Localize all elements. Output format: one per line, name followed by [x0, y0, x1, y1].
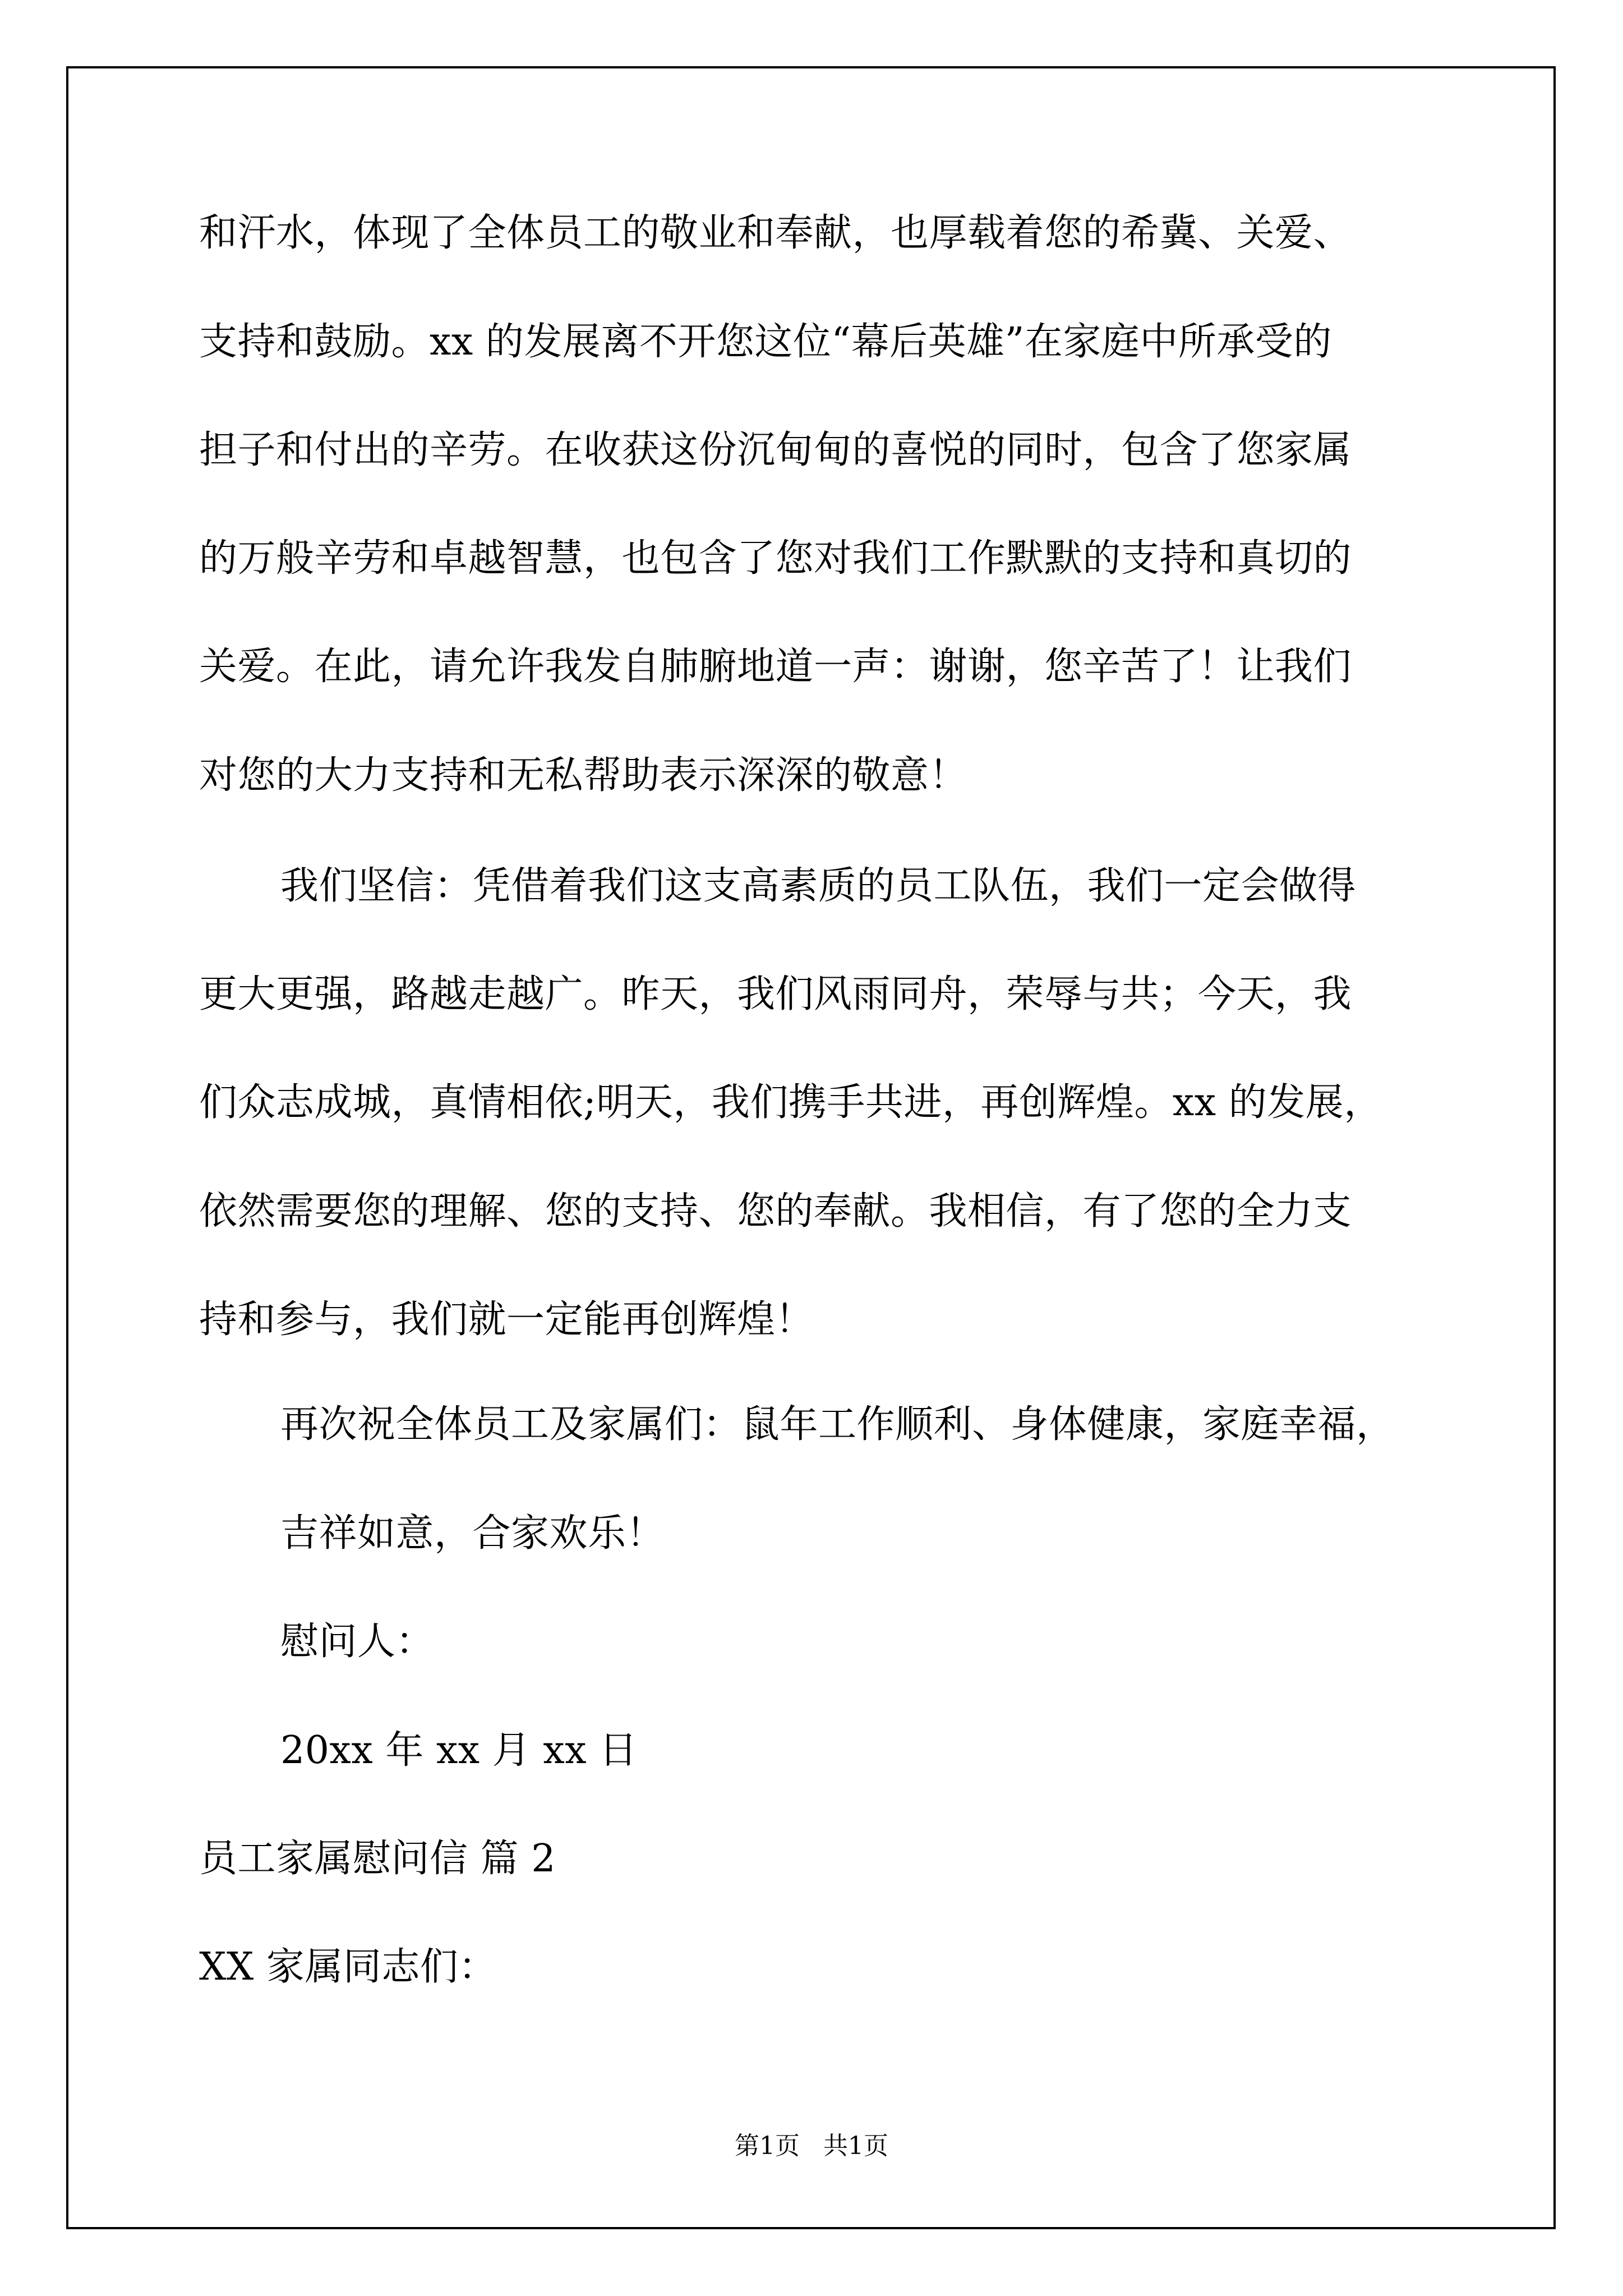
- paragraph-1-line-3: 担子和付出的辛劳。在收获这份沉甸甸的喜悦的同时，包含了您家属: [199, 428, 1352, 472]
- paragraph-3-line-1: 再次祝全体员工及家属们：鼠年工作顺利、身体健康，家庭幸福，: [280, 1402, 1395, 1447]
- page-number-footer: 第1页 共1页: [735, 2132, 888, 2160]
- paragraph-2-line-1: 我们坚信：凭借着我们这支高素质的员工队伍，我们一定会做得: [280, 864, 1357, 908]
- page-border: [66, 66, 1556, 2229]
- paragraph-1-line-6: 对您的大力支持和无私帮助表示深深的敬意！: [199, 753, 968, 798]
- signature-label: 慰问人：: [280, 1619, 435, 1664]
- paragraph-1-line-1: 和汗水，体现了全体员工的敬业和奉献，也厚载着您的希冀、关爱、: [199, 211, 1352, 255]
- paragraph-1-line-5: 关爱。在此，请允许我发自肺腑地道一声：谢谢，您辛苦了！让我们: [199, 645, 1352, 689]
- paragraph-2-line-5: 持和参与，我们就一定能再创辉煌！: [199, 1297, 814, 1342]
- paragraph-2-line-4: 依然需要您的理解、您的支持、您的奉献。我相信，有了您的全力支: [199, 1189, 1352, 1234]
- paragraph-2-line-2: 更大更强，路越走越广。昨天，我们风雨同舟，荣辱与共；今天，我: [199, 972, 1352, 1016]
- paragraph-1-line-2: 支持和鼓励。xx 的发展离不开您这位“幕后英雄”在家庭中所承受的: [199, 320, 1332, 364]
- section-title: 员工家属慰问信 篇 2: [199, 1837, 556, 1881]
- paragraph-1-line-4: 的万般辛劳和卓越智慧，也包含了您对我们工作默默的支持和真切的: [199, 536, 1352, 581]
- paragraph-3-line-2: 吉祥如意，合家欢乐！: [280, 1511, 665, 1556]
- letter-date: 20xx 年 xx 月 xx 日: [280, 1728, 638, 1773]
- paragraph-2-line-3: 们众志成城，真情相依;明天，我们携手共进，再创辉煌。xx 的发展，: [199, 1080, 1382, 1125]
- salutation: XX 家属同志们：: [199, 1945, 497, 1989]
